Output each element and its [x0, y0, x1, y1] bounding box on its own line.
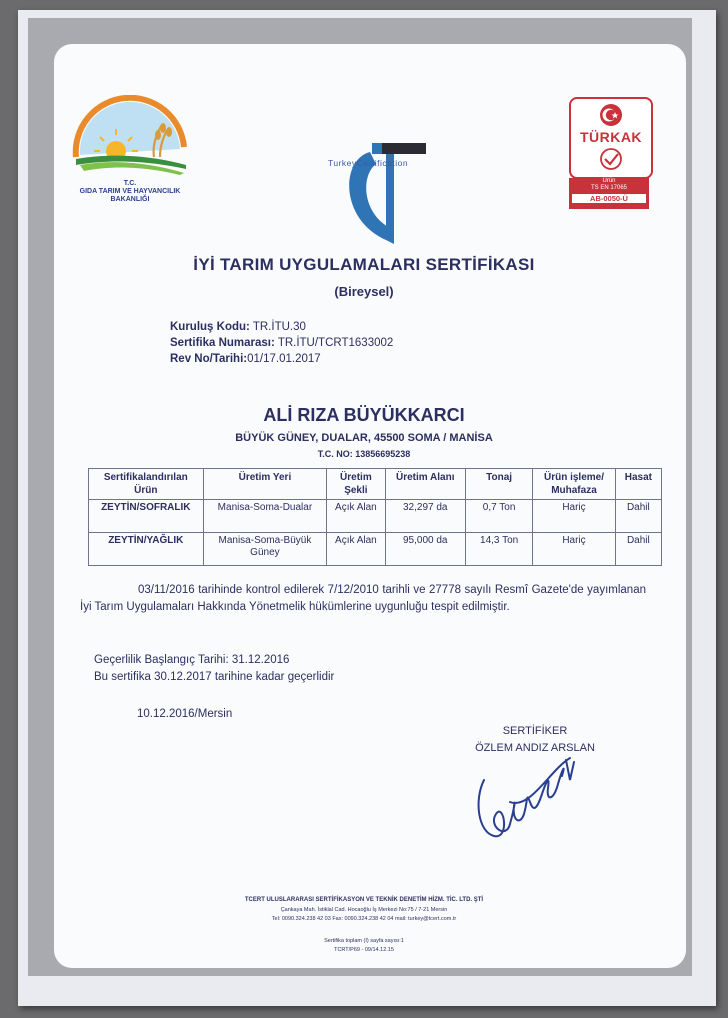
- revision-value: 01/17.01.2017: [247, 353, 321, 365]
- certificate-subtitle: (Bireysel): [334, 284, 394, 299]
- tc-mark-icon: [322, 140, 434, 250]
- footer-page-count: Sertifika toplam (I) sayfa sayısı:1: [324, 938, 404, 944]
- signer-role: SERTİFİKER: [502, 725, 568, 737]
- column-header: Üretim Alanı: [385, 469, 465, 500]
- column-header: Ürün işleme/ Muhafaza: [533, 469, 615, 500]
- column-header: Üretim Şekli: [327, 469, 385, 500]
- turkak-badge: [569, 97, 653, 179]
- table-cell: Dahil: [615, 500, 661, 533]
- certificate-number: [170, 337, 393, 349]
- footer-company: TCERT ULUSLARARASI SERTİFİKASYON VE TEKNİK DENETİM HİZM. TİC. LTD. ŞTİ: [244, 897, 484, 903]
- footer-address: Çankaya Mah. İstiklal Cad. Hocaoğlu İş Merkezi No:75 / 7-21 Mersin: [280, 907, 448, 913]
- certificate-number-label: Sertifika Numarası:: [170, 337, 275, 349]
- footer-contact: Tel: 0090.324.238 42 03 Fax: 0090.324.238 42 04 mail: turkey@tcert.com.tr: [271, 916, 457, 922]
- ministry-name-line3: BAKANLIĞI: [110, 196, 150, 203]
- holder-id-number: T.C. NO: 13856695238: [317, 449, 411, 459]
- certified-products-table: [88, 468, 662, 566]
- revision-label: Rev No/Tarihi:: [170, 353, 248, 365]
- column-header: Üretim Yeri: [203, 469, 327, 500]
- table-header-row: [89, 469, 662, 500]
- table-cell: Hariç: [533, 533, 615, 566]
- table-cell: 95,000 da: [385, 533, 465, 566]
- revision-info: [170, 353, 321, 365]
- table-cell: Dahil: [615, 533, 661, 566]
- compliance-statement: 03/11/2016 tarihinde kontrol edilerek 7/12/2010 tarihli ve 27778 sayılı Resmî Gazete'de yayımlanan İyi Tarım Uygulamaları Hakkında Yönetmelik hükümlerine uygunluğu tespit edilmiştir.: [80, 584, 646, 613]
- validity-end: Bu sertifika 30.12.2017 tarihine kadar geçerlidir: [94, 671, 335, 683]
- table-cell: Açık Alan: [327, 500, 385, 533]
- sun-field-emblem-icon: [70, 95, 190, 175]
- table-cell: Manisa-Soma-Dualar: [203, 500, 327, 533]
- establishment-code: [170, 321, 306, 333]
- issue-date-place: 10.12.2016/Mersin: [137, 708, 233, 720]
- signer-name: ÖZLEM ANDIZ ARSLAN: [475, 742, 595, 754]
- column-header: Hasat: [615, 469, 661, 500]
- turkak-wordmark: TÜRKAK: [579, 129, 643, 145]
- ministry-logo: [70, 95, 190, 205]
- table-cell: 0,7 Ton: [465, 500, 532, 533]
- certificate-title: İYİ TARIM UYGULAMALARI SERTİFİKASI: [193, 255, 535, 274]
- turkak-scope-line2: TS EN 17065: [590, 185, 628, 191]
- certificate-number-value: TR.İTU/TCRT1633002: [274, 337, 394, 349]
- crescent-star-icon: [571, 101, 651, 131]
- ministry-name-line1: T.C.: [123, 180, 137, 187]
- establishment-code-label: Kuruluş Kodu:: [170, 321, 250, 333]
- table-cell: 14,3 Ton: [465, 533, 532, 566]
- turkak-scope-line1: Ürün: [602, 178, 616, 184]
- establishment-code-value: TR.İTU.30: [249, 321, 306, 333]
- handwritten-signature: [470, 740, 580, 850]
- table-cell: Manisa-Soma-Büyük Güney: [203, 533, 327, 566]
- holder-address: BÜYÜK GÜNEY, DUALAR, 45500 SOMA / MANİSA: [235, 432, 493, 444]
- validity-start: Geçerlilik Başlangıç Tarihi: 31.12.2016: [94, 654, 290, 666]
- footer-form-code: TCRT/P69 - 09/14.12.15: [334, 947, 394, 953]
- holder-name: ALİ RIZA BÜYÜKKARCI: [263, 405, 465, 425]
- table-row: [89, 500, 662, 533]
- table-cell: Hariç: [533, 500, 615, 533]
- table-cell: 32,297 da: [385, 500, 465, 533]
- ministry-name-line2: GIDA TARIM VE HAYVANCILIK: [79, 188, 181, 195]
- table-row: [89, 533, 662, 566]
- certifier-logo: [322, 140, 434, 250]
- column-header: Sertifikalandırılan Ürün: [89, 469, 204, 500]
- table-cell: Açık Alan: [327, 533, 385, 566]
- turkak-accreditation-code: AB-0050-Ü: [572, 194, 646, 203]
- table-cell: ZEYTİN/SOFRALIK: [89, 500, 204, 533]
- check-circle-icon: [571, 147, 651, 173]
- table-cell: ZEYTİN/YAĞLIK: [89, 533, 204, 566]
- certifier-logo-text: TurkeyCertification: [328, 158, 409, 168]
- column-header: Tonaj: [465, 469, 532, 500]
- turkak-scope: [569, 178, 649, 209]
